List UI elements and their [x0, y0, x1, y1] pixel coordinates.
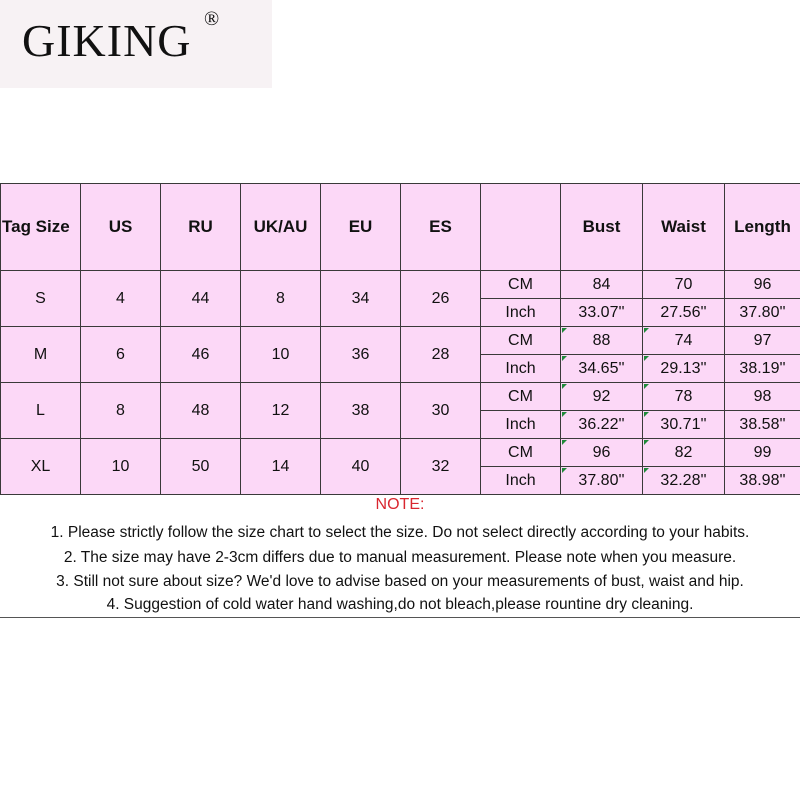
cell-unit: Inch	[481, 467, 561, 495]
cell-bust: 34.65''	[561, 355, 643, 383]
cell-length: 96	[725, 271, 800, 299]
cell-uk-au: 12	[241, 383, 321, 439]
cell-unit: Inch	[481, 355, 561, 383]
header-eu: EU	[321, 184, 401, 271]
cell-unit: CM	[481, 271, 561, 299]
cell-length: 38.58''	[725, 411, 800, 439]
note-line-2: 2. The size may have 2-3cm differs due to manual measurement. Please note when you measure.	[63, 549, 737, 566]
note-line-1: 1. Please strictly follow the size chart to select the size. Do not select directly according to your habits.	[50, 524, 750, 541]
notes-divider	[0, 617, 800, 618]
cell-unit: CM	[481, 439, 561, 467]
logo-banner	[0, 0, 272, 88]
cell-waist: 82	[643, 439, 725, 467]
cell-waist: 32.28''	[643, 467, 725, 495]
header-unit	[481, 184, 561, 271]
cell-marker-icon	[644, 412, 649, 417]
note-line-4: 4. Suggestion of cold water hand washing,do not bleach,please rountine dry cleaning.	[106, 596, 694, 613]
cell-es: 28	[401, 327, 481, 383]
size-chart-table	[0, 183, 800, 495]
cell-marker-icon	[562, 356, 567, 361]
cell-unit: Inch	[481, 411, 561, 439]
header-bust: Bust	[561, 184, 643, 271]
cell-marker-icon	[644, 328, 649, 333]
cell-waist: 30.71''	[643, 411, 725, 439]
cell-us: 10	[81, 439, 161, 495]
header-ru: RU	[161, 184, 241, 271]
note-line-3: 3. Still not sure about size? We'd love to advise based on your measurements of bust, waist and hip.	[56, 573, 744, 590]
cell-ru: 48	[161, 383, 241, 439]
cell-marker-icon	[562, 412, 567, 417]
cell-es: 26	[401, 271, 481, 327]
cell-length: 97	[725, 327, 800, 355]
cell-eu: 38	[321, 383, 401, 439]
table-header-row	[1, 184, 800, 271]
cell-marker-icon	[644, 468, 649, 473]
cell-tag-size: L	[1, 383, 81, 439]
cell-length: 38.19''	[725, 355, 800, 383]
cell-ru: 46	[161, 327, 241, 383]
cell-marker-icon	[644, 356, 649, 361]
cell-bust: 92	[561, 383, 643, 411]
cell-ru: 44	[161, 271, 241, 327]
brand-logo: GIKING	[22, 15, 192, 66]
cell-us: 8	[81, 383, 161, 439]
cell-waist: 29.13''	[643, 355, 725, 383]
cell-unit: Inch	[481, 299, 561, 327]
cell-bust: 96	[561, 439, 643, 467]
cell-us: 4	[81, 271, 161, 327]
cell-es: 30	[401, 383, 481, 439]
header-waist: Waist	[643, 184, 725, 271]
cell-tag-size: XL	[1, 439, 81, 495]
cell-waist: 78	[643, 383, 725, 411]
note-title: NOTE:	[375, 496, 425, 513]
header-uk-au: UK/AU	[241, 184, 321, 271]
cell-uk-au: 14	[241, 439, 321, 495]
cell-marker-icon	[562, 468, 567, 473]
cell-ru: 50	[161, 439, 241, 495]
cell-marker-icon	[644, 440, 649, 445]
cell-bust: 33.07''	[561, 299, 643, 327]
registered-mark: ®	[204, 8, 220, 30]
table-row	[1, 327, 800, 355]
cell-uk-au: 10	[241, 327, 321, 383]
header-es: ES	[401, 184, 481, 271]
cell-bust: 37.80''	[561, 467, 643, 495]
cell-es: 32	[401, 439, 481, 495]
cell-tag-size: M	[1, 327, 81, 383]
header-tag-size: Tag Size	[1, 184, 81, 271]
cell-length: 37.80''	[725, 299, 800, 327]
cell-waist: 70	[643, 271, 725, 299]
cell-length: 99	[725, 439, 800, 467]
cell-marker-icon	[562, 328, 567, 333]
cell-bust: 88	[561, 327, 643, 355]
cell-uk-au: 8	[241, 271, 321, 327]
notes-section	[0, 495, 800, 618]
table-row	[1, 439, 800, 467]
cell-waist: 74	[643, 327, 725, 355]
cell-eu: 34	[321, 271, 401, 327]
table-row	[1, 383, 800, 411]
cell-marker-icon	[562, 384, 567, 389]
cell-unit: CM	[481, 327, 561, 355]
cell-tag-size: S	[1, 271, 81, 327]
cell-unit: CM	[481, 383, 561, 411]
cell-length: 98	[725, 383, 800, 411]
cell-waist: 27.56''	[643, 299, 725, 327]
header-length: Length	[725, 184, 800, 271]
cell-length: 38.98''	[725, 467, 800, 495]
cell-eu: 36	[321, 327, 401, 383]
cell-us: 6	[81, 327, 161, 383]
cell-marker-icon	[562, 440, 567, 445]
header-us: US	[81, 184, 161, 271]
cell-bust: 84	[561, 271, 643, 299]
cell-marker-icon	[644, 384, 649, 389]
cell-eu: 40	[321, 439, 401, 495]
cell-bust: 36.22''	[561, 411, 643, 439]
table-row	[1, 271, 800, 299]
